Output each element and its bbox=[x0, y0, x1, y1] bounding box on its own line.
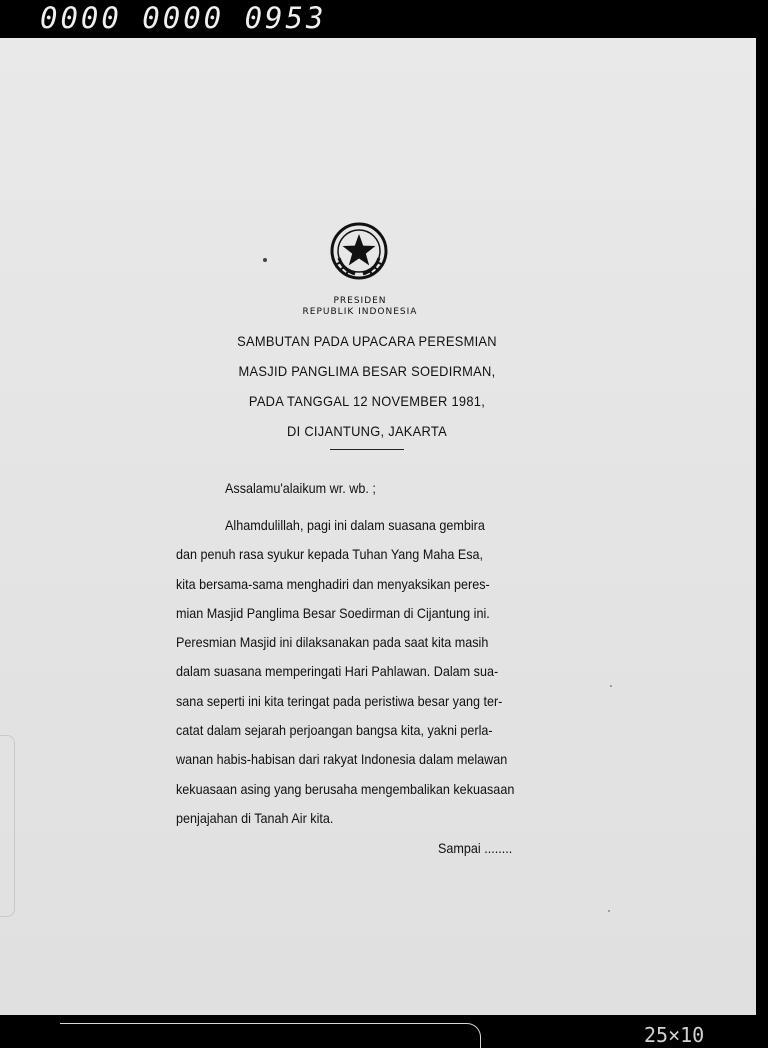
body-line: catat dalam sejarah perjoangan bangsa kita, yakni perla- bbox=[176, 722, 493, 738]
body-line: dalam suasana memperingati Hari Pahlawan. Dalam sua- bbox=[176, 663, 499, 679]
body-line: mian Masjid Panglima Besar Soedirman di Cijantung ini. bbox=[176, 605, 490, 621]
paper-fold-mark bbox=[60, 1023, 481, 1048]
body-line: sana seperti ini kita teringat pada peristiwa besar yang ter- bbox=[176, 693, 503, 709]
letterhead-line-presiden: PRESIDEN bbox=[333, 296, 387, 306]
body-line: Alhamdulillah, pagi ini dalam suasana gembira bbox=[225, 517, 485, 533]
title-line-1: SAMBUTAN PADA UPACARA PERESMIAN bbox=[237, 333, 497, 349]
letterhead-line-republik: REPUBLIK INDONESIA bbox=[302, 307, 418, 317]
film-frame-code: 0000 0000 0953 bbox=[40, 1, 327, 35]
dust-speck bbox=[608, 910, 610, 912]
title-line-3: PADA TANGGAL 12 NOVEMBER 1981, bbox=[248, 393, 486, 409]
title-line-4: DI CIJANTUNG, JAKARTA bbox=[287, 423, 447, 439]
ink-speck bbox=[263, 258, 267, 262]
body-line: dan penuh rasa syukur kepada Tuhan Yang Maha Esa, bbox=[176, 546, 484, 562]
body-line: kita bersama-sama menghadiri dan menyaksikan peres- bbox=[176, 576, 490, 592]
body-line: kekuasaan asing yang berusaha mengembalikan kekuasaan bbox=[176, 781, 515, 797]
body-line: wanan habis-habisan dari rakyat Indonesia dalam melawan bbox=[176, 751, 508, 767]
body-line: Peresmian Masjid ini dilaksanakan pada saat kita masih bbox=[176, 634, 489, 650]
film-corner-mark: 25×10 bbox=[644, 1023, 705, 1047]
title-line-2: MASJID PANGLIMA BESAR SOEDIRMAN, bbox=[238, 363, 496, 379]
body-line: penjajahan di Tanah Air kita. bbox=[176, 810, 334, 826]
presidential-star-emblem-icon bbox=[327, 220, 391, 284]
salutation: Assalamu'alaikum wr. wb. ; bbox=[225, 480, 376, 496]
dust-speck bbox=[610, 685, 612, 687]
title-underline-divider bbox=[330, 449, 404, 450]
closing-continuation: Sampai ........ bbox=[438, 840, 513, 856]
edge-mark bbox=[0, 735, 15, 917]
